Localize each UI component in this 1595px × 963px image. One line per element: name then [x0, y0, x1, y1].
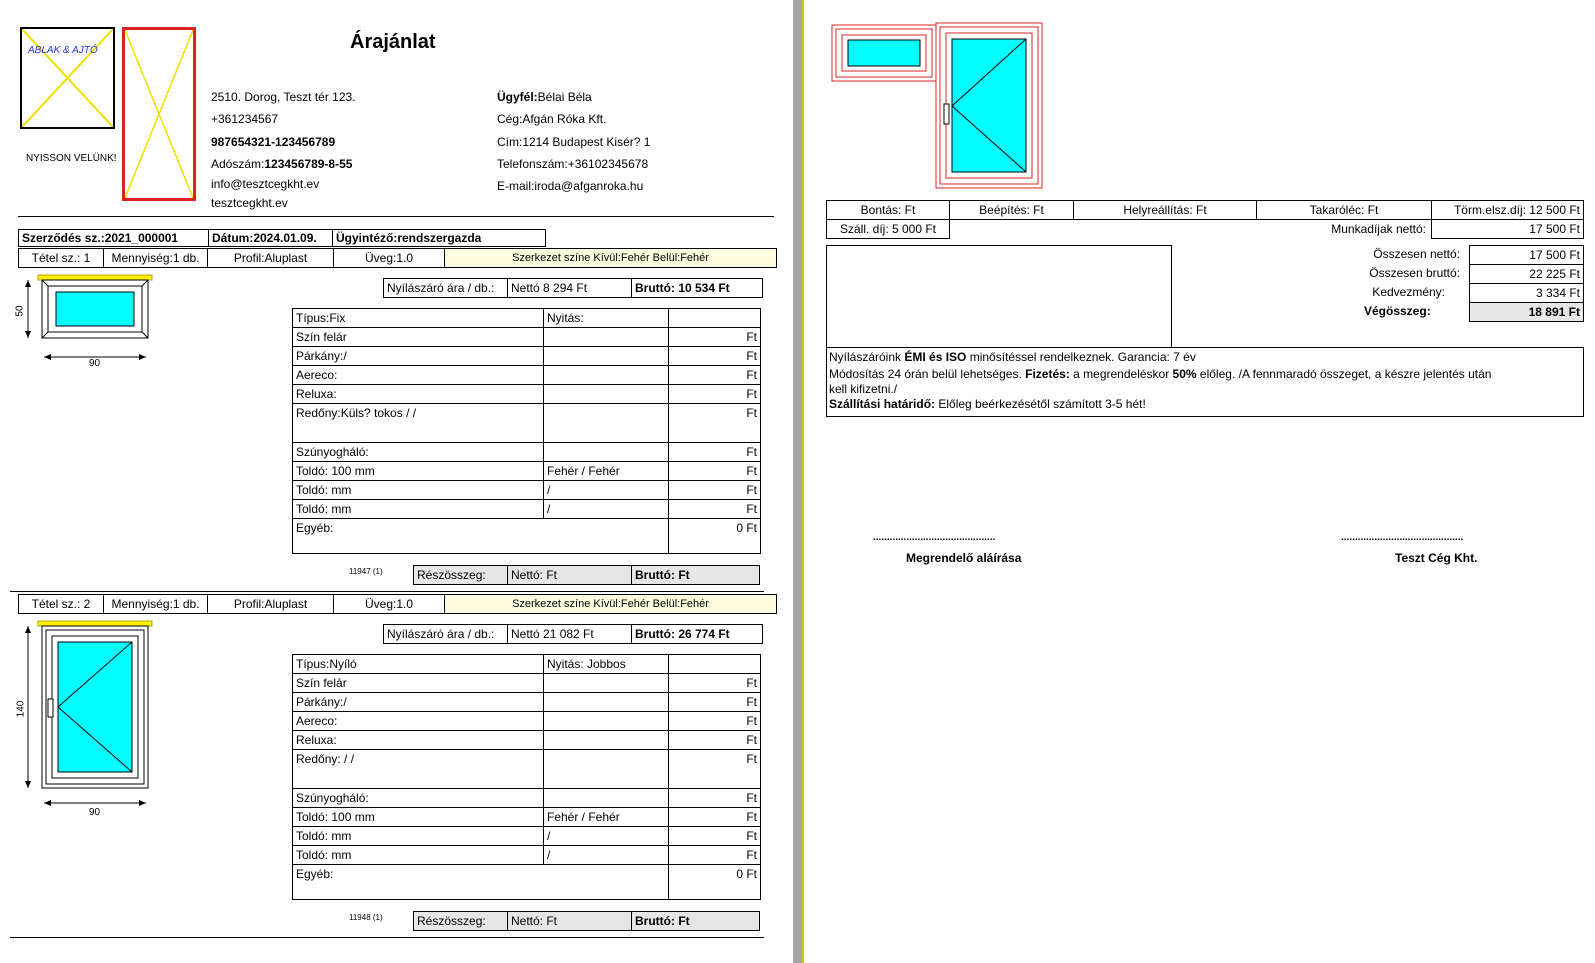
item-number: Tétel sz.: 1 — [18, 248, 104, 268]
item-divider — [10, 937, 764, 938]
client-name-value: Bélai Béla — [537, 90, 592, 104]
client-email: E-mail:iroda@afganroka.hu — [497, 179, 644, 193]
work-debris-fee: Törm.elsz.díj: 12 500 Ft — [1431, 200, 1584, 220]
detail-price: Ft — [668, 365, 761, 385]
item-code: 11948 (1) — [349, 913, 383, 922]
company-email: info@tesztcegkht.ev — [211, 177, 320, 191]
detail-extension: Toldó: 100 mm — [292, 807, 544, 827]
work-installation: Beépítés: Ft — [949, 200, 1074, 220]
detail-price: Ft — [668, 749, 761, 789]
company-logo — [20, 27, 115, 129]
item-divider — [10, 591, 764, 592]
detail-value — [543, 327, 669, 347]
detail-value — [543, 730, 669, 750]
detail-price: Ft — [668, 327, 761, 347]
detail-value — [543, 788, 669, 808]
detail-price: Ft — [668, 788, 761, 808]
detail-price: Ft — [668, 692, 761, 712]
labor-net-value: 17 500 Ft — [1431, 219, 1584, 239]
detail-price: Ft — [668, 346, 761, 366]
contract-date: Dátum:2024.01.09. — [208, 229, 333, 247]
detail-price — [668, 654, 761, 674]
signature-label-left: Megrendelő aláírása — [906, 551, 1022, 565]
detail-price: Ft — [668, 403, 761, 443]
detail-value: / — [543, 826, 669, 846]
detail-extension: Toldó: mm — [292, 826, 544, 846]
detail-type: Típus:Fix — [292, 308, 544, 328]
detail-mosquito-net: Szúnyogháló: — [292, 442, 544, 462]
comment-box — [826, 245, 1172, 348]
detail-value: Fehér / Fehér — [543, 461, 669, 481]
subtotal-brutto: Bruttó: Ft — [631, 565, 760, 585]
detail-extension: Toldó: mm — [292, 845, 544, 865]
detail-value — [543, 442, 669, 462]
signature-line-right: ............................................ — [1341, 532, 1464, 543]
header-divider — [18, 216, 774, 217]
detail-value: Fehér / Fehér — [543, 807, 669, 827]
total-net-label: Összesen nettó: — [1373, 247, 1460, 261]
detail-shutter: Redőny: / / — [292, 749, 544, 789]
contract-agent: Ügyintéző:rendszergazda — [332, 229, 546, 247]
terms-text: minősítéssel rendelkeznek. Garancia: 7 év — [966, 350, 1196, 364]
detail-value — [543, 346, 669, 366]
discount-value: 3 334 Ft — [1469, 283, 1584, 303]
window-height: 140 — [15, 700, 27, 718]
terms-bold: ÉMI és ISO — [904, 350, 967, 364]
item-glass: Üveg:1.0 — [333, 248, 445, 268]
signature-line-left: ............................................ — [873, 532, 996, 543]
terms-line-1 — [829, 349, 1196, 365]
shipping-fee: Száll. díj: 5 000 Ft — [826, 219, 950, 239]
terms-text: Nyílászáróink — [829, 350, 905, 364]
price-label: Nyílászáró ára / db.: — [383, 278, 508, 298]
window-width: 90 — [89, 358, 101, 369]
detail-opening: Nyitás: Jobbos — [543, 654, 669, 674]
client-company: Cég:Afgán Róka Kft. — [497, 112, 607, 126]
company-tax-value: 123456789-8-55 — [264, 157, 353, 171]
terms-text: Előleg beérkezésétől számított 3-5 hét! — [935, 397, 1146, 411]
combined-window-drawing — [830, 20, 1050, 192]
discount-label: Kedvezmény: — [1372, 285, 1445, 299]
item-color: Szerkezet színe Kívül:Fehér Belül:Fehér — [444, 594, 777, 614]
company-phone: +361234567 — [211, 112, 279, 126]
detail-extension: Toldó: mm — [292, 499, 544, 519]
detail-blind: Reluxa: — [292, 384, 544, 404]
terms-bold: 50% — [1172, 367, 1197, 381]
detail-price: Ft — [668, 442, 761, 462]
window-width: 90 — [89, 807, 101, 818]
page-separator — [793, 0, 802, 963]
item-quantity: Mennyiség:1 db. — [103, 248, 208, 268]
total-gross-label: Összesen bruttó: — [1369, 266, 1460, 280]
image-placeholder — [122, 27, 196, 201]
signature-label-right: Teszt Cég Kht. — [1395, 551, 1478, 565]
total-net-value: 17 500 Ft — [1469, 245, 1584, 265]
client-name-label: Ügyfél: — [497, 90, 538, 104]
terms-line-4 — [829, 396, 1146, 412]
price-brutto: Bruttó: 26 774 Ft — [631, 624, 763, 644]
terms-text: a megrendeléskor — [1069, 367, 1173, 381]
detail-price: 0 Ft — [668, 864, 761, 900]
detail-extension: Toldó: 100 mm — [292, 461, 544, 481]
item-glass: Üveg:1.0 — [333, 594, 445, 614]
company-tax-label: Adószám: — [211, 157, 265, 171]
detail-price: Ft — [668, 384, 761, 404]
page-title: Árajánlat — [350, 31, 436, 53]
subtotal-netto: Nettó: Ft — [507, 565, 632, 585]
client-phone: Telefonszám:+36102345678 — [497, 157, 649, 171]
company-web: tesztcegkht.ev — [211, 196, 288, 210]
detail-price: Ft — [668, 499, 761, 519]
labor-net-label: Munkadíjak nettó: — [1331, 222, 1426, 236]
subtotal-brutto: Bruttó: Ft — [631, 911, 760, 931]
detail-value — [543, 692, 669, 712]
detail-opening: Nyitás: — [543, 308, 669, 328]
detail-value — [543, 749, 669, 789]
price-netto: Nettó 8 294 Ft — [507, 278, 632, 298]
work-trim: Takaróléc: Ft — [1256, 200, 1432, 220]
detail-price: Ft — [668, 480, 761, 500]
detail-sill: Párkány:/ — [292, 346, 544, 366]
detail-value — [543, 384, 669, 404]
total-gross-value: 22 225 Ft — [1469, 264, 1584, 284]
client-address: Cím:1214 Budapest Kisér? 1 — [497, 135, 651, 149]
contract-number: Szerződés sz.:2021_000001 — [18, 229, 209, 247]
detail-aereco: Aereco: — [292, 365, 544, 385]
item-color: Szerkezet színe Kívül:Fehér Belül:Fehér — [444, 248, 777, 268]
detail-mosquito-net: Szúnyogháló: — [292, 788, 544, 808]
window-drawing — [18, 272, 158, 372]
logo-slogan: NYISSON VELÜNK! — [26, 153, 117, 164]
detail-value — [543, 673, 669, 693]
detail-price — [668, 308, 761, 328]
detail-price: Ft — [668, 826, 761, 846]
detail-value — [543, 711, 669, 731]
detail-extension: Toldó: mm — [292, 480, 544, 500]
item-quantity: Mennyiség:1 db. — [103, 594, 208, 614]
detail-aereco: Aereco: — [292, 711, 544, 731]
detail-color-surcharge: Szín felár — [292, 673, 544, 693]
detail-value: / — [543, 499, 669, 519]
logo-text: ABLAK & AJTÓ — [28, 45, 98, 56]
detail-value — [543, 403, 669, 443]
subtotal-label: Részösszeg: — [413, 565, 508, 585]
detail-price: Ft — [668, 461, 761, 481]
detail-blind: Reluxa: — [292, 730, 544, 750]
detail-other: Egyéb: — [292, 864, 669, 900]
terms-text: Módosítás 24 órán belül lehetséges. — [829, 367, 1026, 381]
item-code: 11947 (1) — [349, 567, 383, 576]
detail-price: Ft — [668, 845, 761, 865]
terms-bold: Fizetés: — [1025, 367, 1070, 381]
price-netto: Nettó 21 082 Ft — [507, 624, 632, 644]
company-bank-account: 987654321-123456789 — [211, 135, 336, 149]
terms-box — [826, 347, 1584, 417]
terms-line-2 — [829, 366, 1491, 382]
detail-price: Ft — [668, 730, 761, 750]
company-tax — [211, 156, 352, 172]
subtotal-netto: Nettó: Ft — [507, 911, 632, 931]
page-edge — [802, 0, 804, 963]
detail-sill: Párkány:/ — [292, 692, 544, 712]
detail-price: Ft — [668, 673, 761, 693]
grand-total-label: Végösszeg: — [1364, 304, 1431, 318]
item-profile: Profil:Aluplast — [207, 248, 334, 268]
terms-line-3: kell kifizetni./ — [829, 382, 898, 396]
price-brutto: Bruttó: 10 534 Ft — [631, 278, 763, 298]
item-profile: Profil:Aluplast — [207, 594, 334, 614]
detail-value — [543, 365, 669, 385]
detail-price: Ft — [668, 807, 761, 827]
subtotal-label: Részösszeg: — [413, 911, 508, 931]
detail-other: Egyéb: — [292, 518, 669, 554]
window-drawing — [18, 617, 158, 817]
work-restoration: Helyreállítás: Ft — [1073, 200, 1257, 220]
detail-value: / — [543, 480, 669, 500]
detail-shutter: Redőny:Küls? tokos / / — [292, 403, 544, 443]
detail-type: Típus:Nyíló — [292, 654, 544, 674]
item-number: Tétel sz.: 2 — [18, 594, 104, 614]
detail-color-surcharge: Szín felár — [292, 327, 544, 347]
image-placeholder-icon — [125, 30, 193, 198]
detail-price: 0 Ft — [668, 518, 761, 554]
price-label: Nyílászáró ára / db.: — [383, 624, 508, 644]
window-height: 50 — [14, 305, 26, 317]
company-address: 2510. Dorog, Teszt tér 123. — [211, 90, 356, 104]
terms-text: előleg. /A fennmaradó összeget, a készre jelentés után — [1196, 367, 1492, 381]
grand-total-value: 18 891 Ft — [1469, 302, 1584, 322]
detail-price: Ft — [668, 711, 761, 731]
work-demolition: Bontás: Ft — [826, 200, 950, 220]
terms-bold: Szállítási határidő: — [829, 397, 936, 411]
detail-value: / — [543, 845, 669, 865]
client-name — [497, 89, 592, 105]
